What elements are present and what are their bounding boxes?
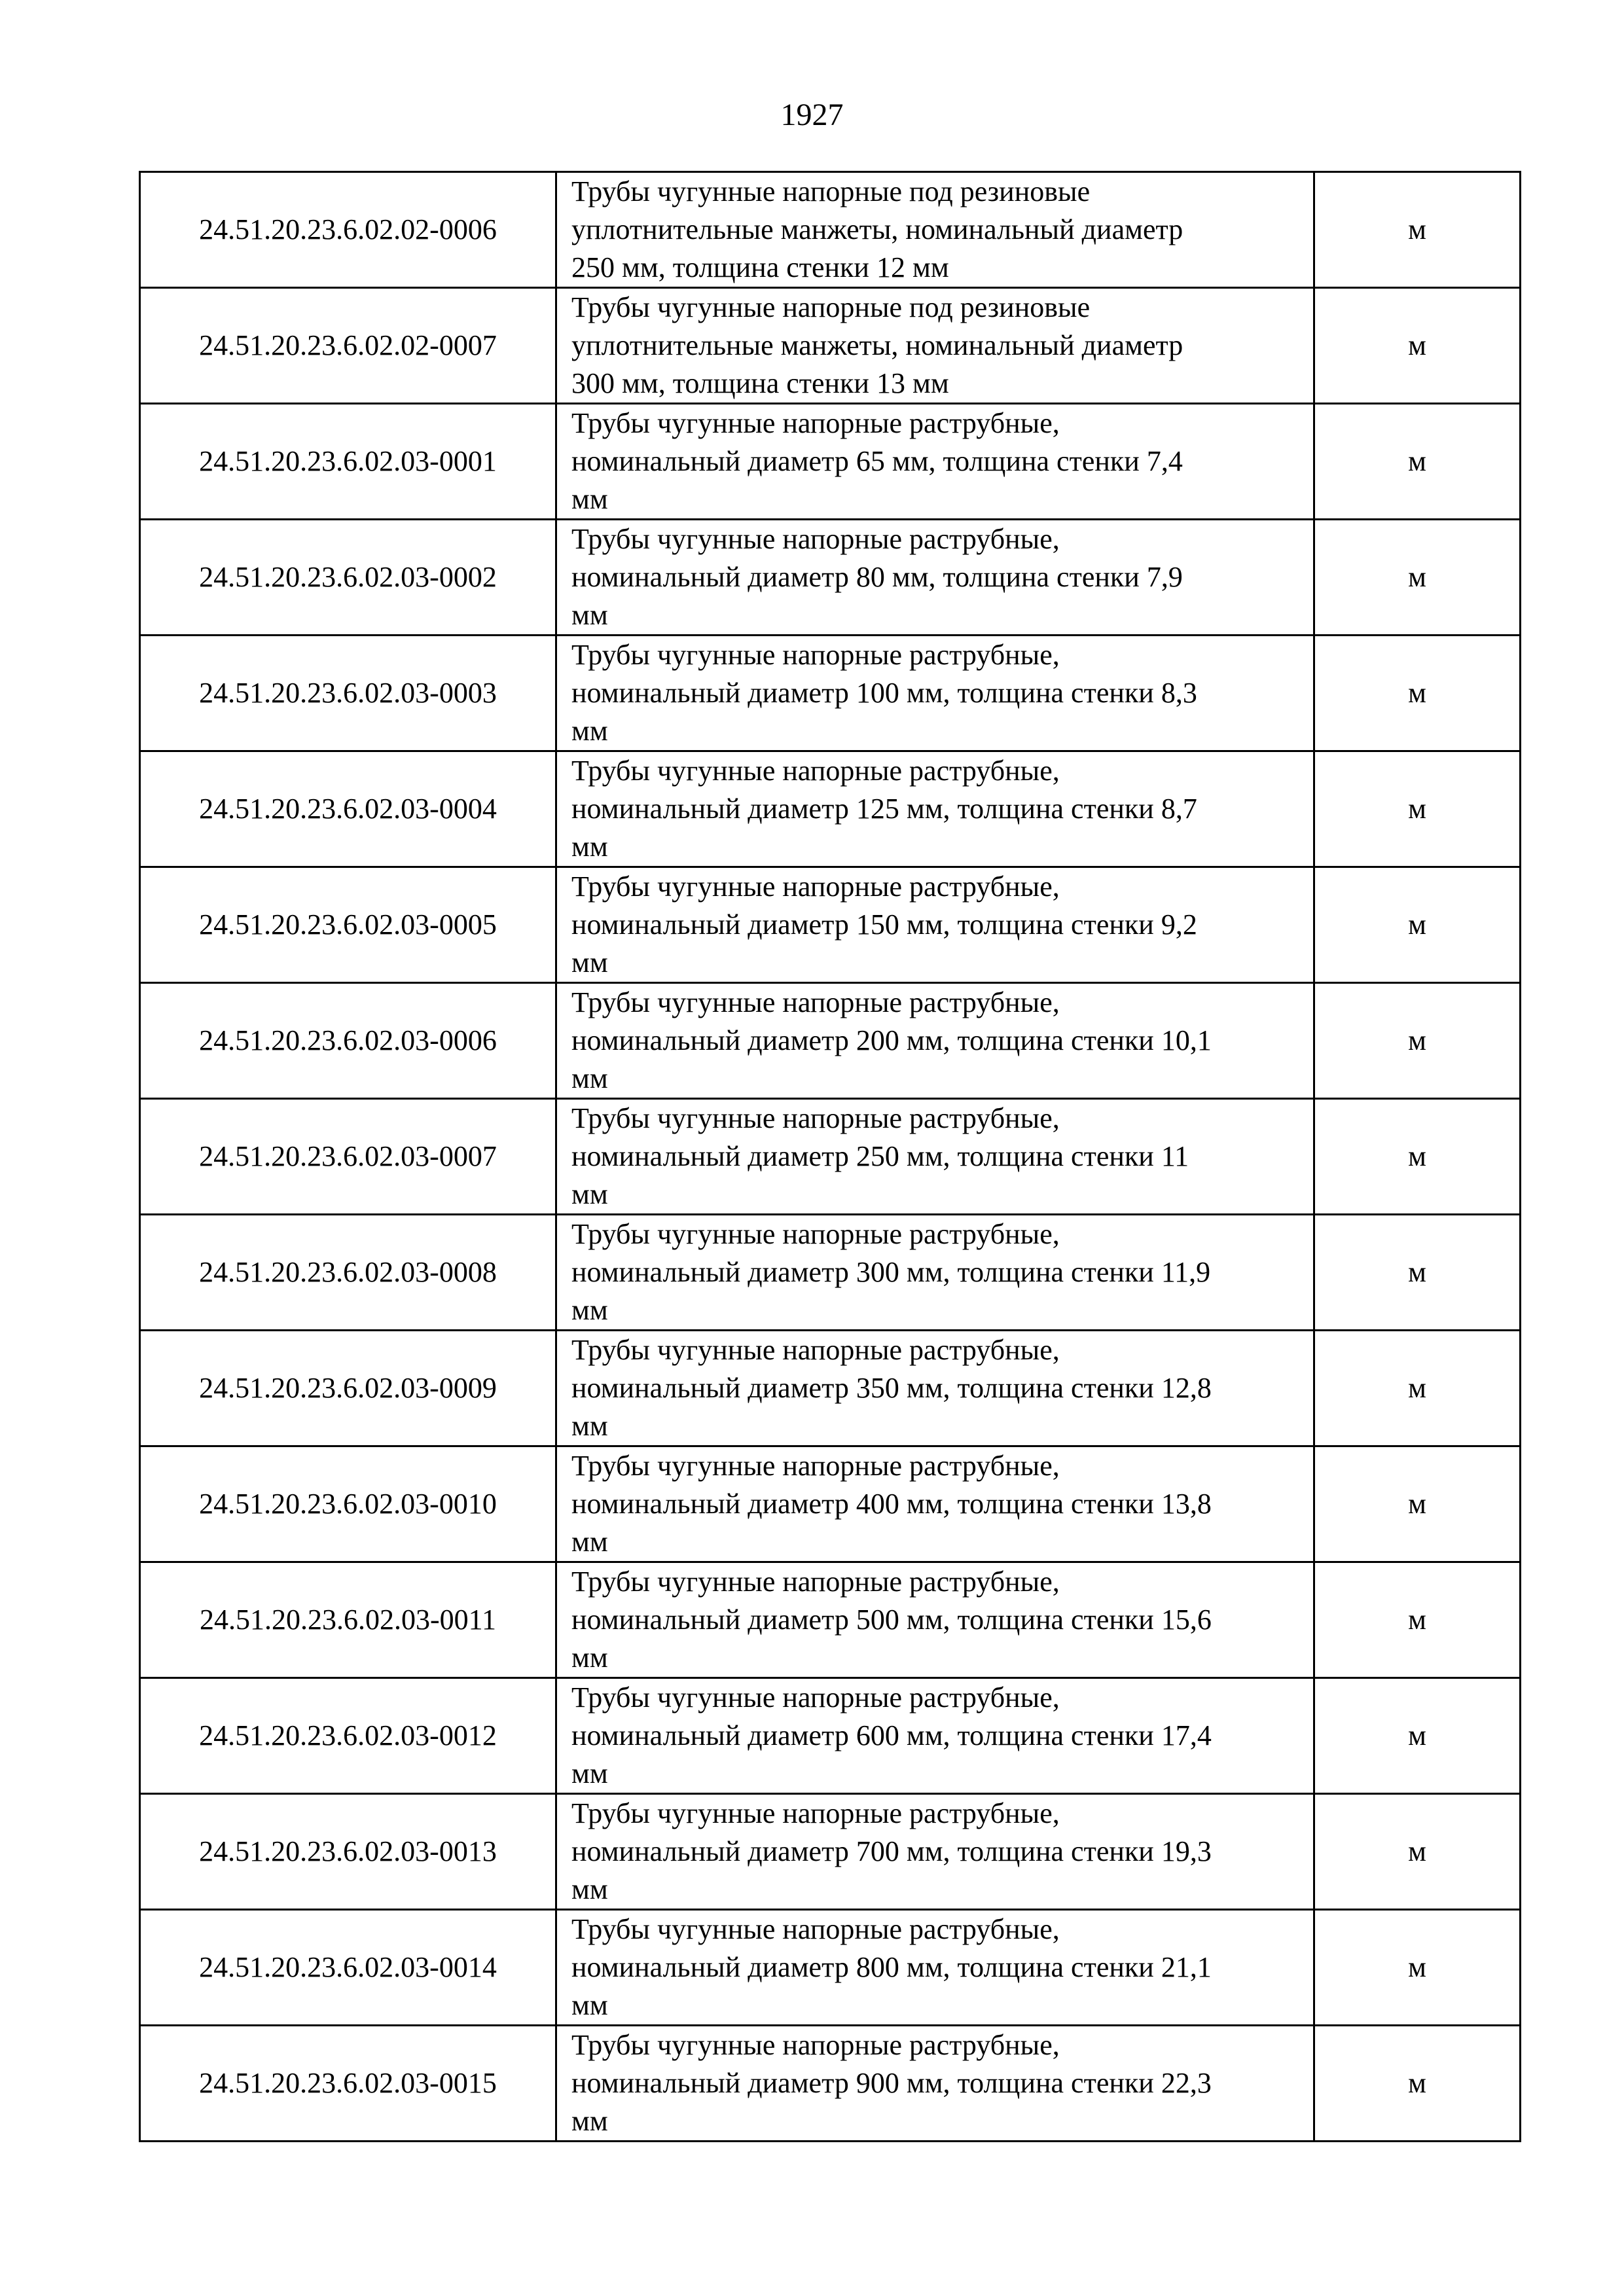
resource-code-cell: 24.51.20.23.6.02.03-0005 — [140, 867, 556, 983]
unit-cell: м — [1314, 520, 1521, 636]
resource-name-line: Трубы чугунные напорные раструбные, — [571, 986, 1060, 1018]
resource-name-line: номинальный диаметр 65 мм, толщина стенки 7,4 — [571, 445, 1183, 477]
resource-name-cell — [556, 751, 1314, 867]
resource-name-line: Трубы чугунные напорные раструбные, — [571, 1334, 1060, 1366]
resource-name-line: номинальный диаметр 300 мм, толщина стенки 11,9 — [571, 1256, 1211, 1288]
resource-name-line: Трубы чугунные напорные раструбные, — [571, 1566, 1060, 1598]
table-row — [140, 636, 1521, 751]
resource-code-cell: 24.51.20.23.6.02.03-0012 — [140, 1678, 556, 1794]
resource-name-line: номинальный диаметр 500 мм, толщина стенки 15,6 — [571, 1604, 1212, 1636]
table-row — [140, 751, 1521, 867]
resource-name-cell — [556, 172, 1314, 288]
unit-cell: м — [1314, 288, 1521, 404]
resource-name-line: номинальный диаметр 400 мм, толщина стенки 13,8 — [571, 1488, 1212, 1520]
resource-code-cell: 24.51.20.23.6.02.02-0006 — [140, 172, 556, 288]
resource-name-line: мм — [571, 831, 608, 863]
unit-cell: м — [1314, 983, 1521, 1099]
resource-name-cell — [556, 1215, 1314, 1331]
resource-name-line: мм — [571, 1641, 608, 1674]
resource-name-cell — [556, 288, 1314, 404]
resource-code-cell: 24.51.20.23.6.02.03-0015 — [140, 2026, 556, 2142]
resource-name-line: мм — [571, 1757, 608, 1789]
resource-name-line: Трубы чугунные напорные раструбные, — [571, 523, 1060, 555]
resource-name-cell — [556, 2026, 1314, 2142]
resource-name-line: мм — [571, 1062, 608, 1094]
resource-name-cell — [556, 1446, 1314, 1562]
table-row — [140, 288, 1521, 404]
table-row — [140, 1331, 1521, 1446]
table-row — [140, 1099, 1521, 1215]
resource-name-line: уплотнительные манжеты, номинальный диаметр — [571, 213, 1183, 245]
resource-name-line: мм — [571, 1989, 608, 2021]
table-row — [140, 520, 1521, 636]
resource-name-line: Трубы чугунные напорные под резиновые — [571, 291, 1091, 323]
resource-name-line: Трубы чугунные напорные раструбные, — [571, 1797, 1060, 1829]
resource-name-line: Трубы чугунные напорные раструбные, — [571, 407, 1060, 439]
unit-cell: м — [1314, 867, 1521, 983]
unit-cell: м — [1314, 1678, 1521, 1794]
resource-name-line: номинальный диаметр 125 мм, толщина стенки 8,7 — [571, 793, 1197, 825]
resource-name-cell — [556, 404, 1314, 520]
table-row — [140, 172, 1521, 288]
resource-name-line: Трубы чугунные напорные раструбные, — [571, 1681, 1060, 1713]
table-row — [140, 867, 1521, 983]
resource-name-line: Трубы чугунные напорные раструбные, — [571, 2029, 1060, 2061]
resource-name-line: номинальный диаметр 800 мм, толщина стенки 21,1 — [571, 1951, 1212, 1983]
resource-name-line: номинальный диаметр 150 мм, толщина стенки 9,2 — [571, 908, 1197, 941]
resource-code-cell: 24.51.20.23.6.02.03-0002 — [140, 520, 556, 636]
resource-code-cell: 24.51.20.23.6.02.03-0003 — [140, 636, 556, 751]
resource-name-line: 300 мм, толщина стенки 13 мм — [571, 367, 949, 399]
resource-name-line: мм — [571, 1294, 608, 1326]
resource-name-line: Трубы чугунные напорные раструбные, — [571, 1102, 1060, 1134]
table-body — [140, 172, 1521, 2142]
resource-code-cell: 24.51.20.23.6.02.03-0014 — [140, 1910, 556, 2026]
unit-cell: м — [1314, 1099, 1521, 1215]
resource-code-cell: 24.51.20.23.6.02.03-0006 — [140, 983, 556, 1099]
unit-cell: м — [1314, 1215, 1521, 1331]
resource-code-cell: 24.51.20.23.6.02.03-0001 — [140, 404, 556, 520]
table-row — [140, 1562, 1521, 1678]
table-row — [140, 1446, 1521, 1562]
resource-name-cell — [556, 520, 1314, 636]
resource-name-line: Трубы чугунные напорные раструбные, — [571, 870, 1060, 903]
resource-name-line: мм — [571, 1178, 608, 1210]
resource-name-cell — [556, 1910, 1314, 2026]
table-row — [140, 1678, 1521, 1794]
resource-code-cell: 24.51.20.23.6.02.03-0011 — [140, 1562, 556, 1678]
unit-cell: м — [1314, 1794, 1521, 1910]
unit-cell: м — [1314, 636, 1521, 751]
resource-name-line: номинальный диаметр 80 мм, толщина стенки 7,9 — [571, 561, 1183, 593]
resource-name-line: мм — [571, 1873, 608, 1905]
resource-name-cell — [556, 1099, 1314, 1215]
resource-name-line: 250 мм, толщина стенки 12 мм — [571, 251, 949, 283]
page-number: 1927 — [780, 98, 844, 132]
resource-name-line: Трубы чугунные напорные под резиновые — [571, 175, 1091, 207]
resource-name-cell — [556, 1562, 1314, 1678]
resource-name-line: Трубы чугунные напорные раструбные, — [571, 1450, 1060, 1482]
resource-code-cell: 24.51.20.23.6.02.03-0008 — [140, 1215, 556, 1331]
resource-name-line: мм — [571, 2105, 608, 2137]
resource-name-line: Трубы чугунные напорные раструбные, — [571, 1218, 1060, 1250]
table-row — [140, 2026, 1521, 2142]
resource-name-cell — [556, 636, 1314, 751]
resource-name-line: номинальный диаметр 100 мм, толщина стенки 8,3 — [571, 677, 1197, 709]
table-row — [140, 1794, 1521, 1910]
resource-name-line: мм — [571, 483, 608, 515]
resource-name-line: номинальный диаметр 200 мм, толщина стенки 10,1 — [571, 1024, 1212, 1056]
resource-name-cell — [556, 1678, 1314, 1794]
resource-name-cell — [556, 1794, 1314, 1910]
resource-name-line: номинальный диаметр 350 мм, толщина стенки 12,8 — [571, 1372, 1212, 1404]
resource-name-line: Трубы чугунные напорные раструбные, — [571, 639, 1060, 671]
unit-cell: м — [1314, 1446, 1521, 1562]
resource-table — [139, 171, 1521, 2142]
resource-name-line: мм — [571, 1526, 608, 1558]
resource-name-line: номинальный диаметр 700 мм, толщина стенки 19,3 — [571, 1835, 1212, 1867]
unit-cell: м — [1314, 172, 1521, 288]
resource-code-cell: 24.51.20.23.6.02.02-0007 — [140, 288, 556, 404]
resource-name-line: мм — [571, 599, 608, 631]
resource-name-line: мм — [571, 1410, 608, 1442]
unit-cell: м — [1314, 1562, 1521, 1678]
table-row — [140, 404, 1521, 520]
resource-code-cell: 24.51.20.23.6.02.03-0004 — [140, 751, 556, 867]
resource-name-line: мм — [571, 946, 608, 978]
unit-cell: м — [1314, 1331, 1521, 1446]
resource-name-cell — [556, 983, 1314, 1099]
unit-cell: м — [1314, 1910, 1521, 2026]
table-row — [140, 1215, 1521, 1331]
resource-name-line: мм — [571, 715, 608, 747]
table-row — [140, 983, 1521, 1099]
unit-cell: м — [1314, 751, 1521, 867]
resource-code-cell: 24.51.20.23.6.02.03-0010 — [140, 1446, 556, 1562]
resource-name-line: номинальный диаметр 600 мм, толщина стенки 17,4 — [571, 1719, 1212, 1751]
resource-name-line: Трубы чугунные напорные раструбные, — [571, 1913, 1060, 1945]
resource-name-cell — [556, 1331, 1314, 1446]
resource-name-line: номинальный диаметр 250 мм, толщина стенки 11 — [571, 1140, 1189, 1172]
table-row — [140, 1910, 1521, 2026]
resource-code-cell: 24.51.20.23.6.02.03-0007 — [140, 1099, 556, 1215]
unit-cell: м — [1314, 2026, 1521, 2142]
resource-name-line: номинальный диаметр 900 мм, толщина стенки 22,3 — [571, 2067, 1212, 2099]
unit-cell: м — [1314, 404, 1521, 520]
resource-name-cell — [556, 867, 1314, 983]
resource-name-line: уплотнительные манжеты, номинальный диаметр — [571, 329, 1183, 361]
resource-code-cell: 24.51.20.23.6.02.03-0009 — [140, 1331, 556, 1446]
resource-name-line: Трубы чугунные напорные раструбные, — [571, 755, 1060, 787]
resource-code-cell: 24.51.20.23.6.02.03-0013 — [140, 1794, 556, 1910]
